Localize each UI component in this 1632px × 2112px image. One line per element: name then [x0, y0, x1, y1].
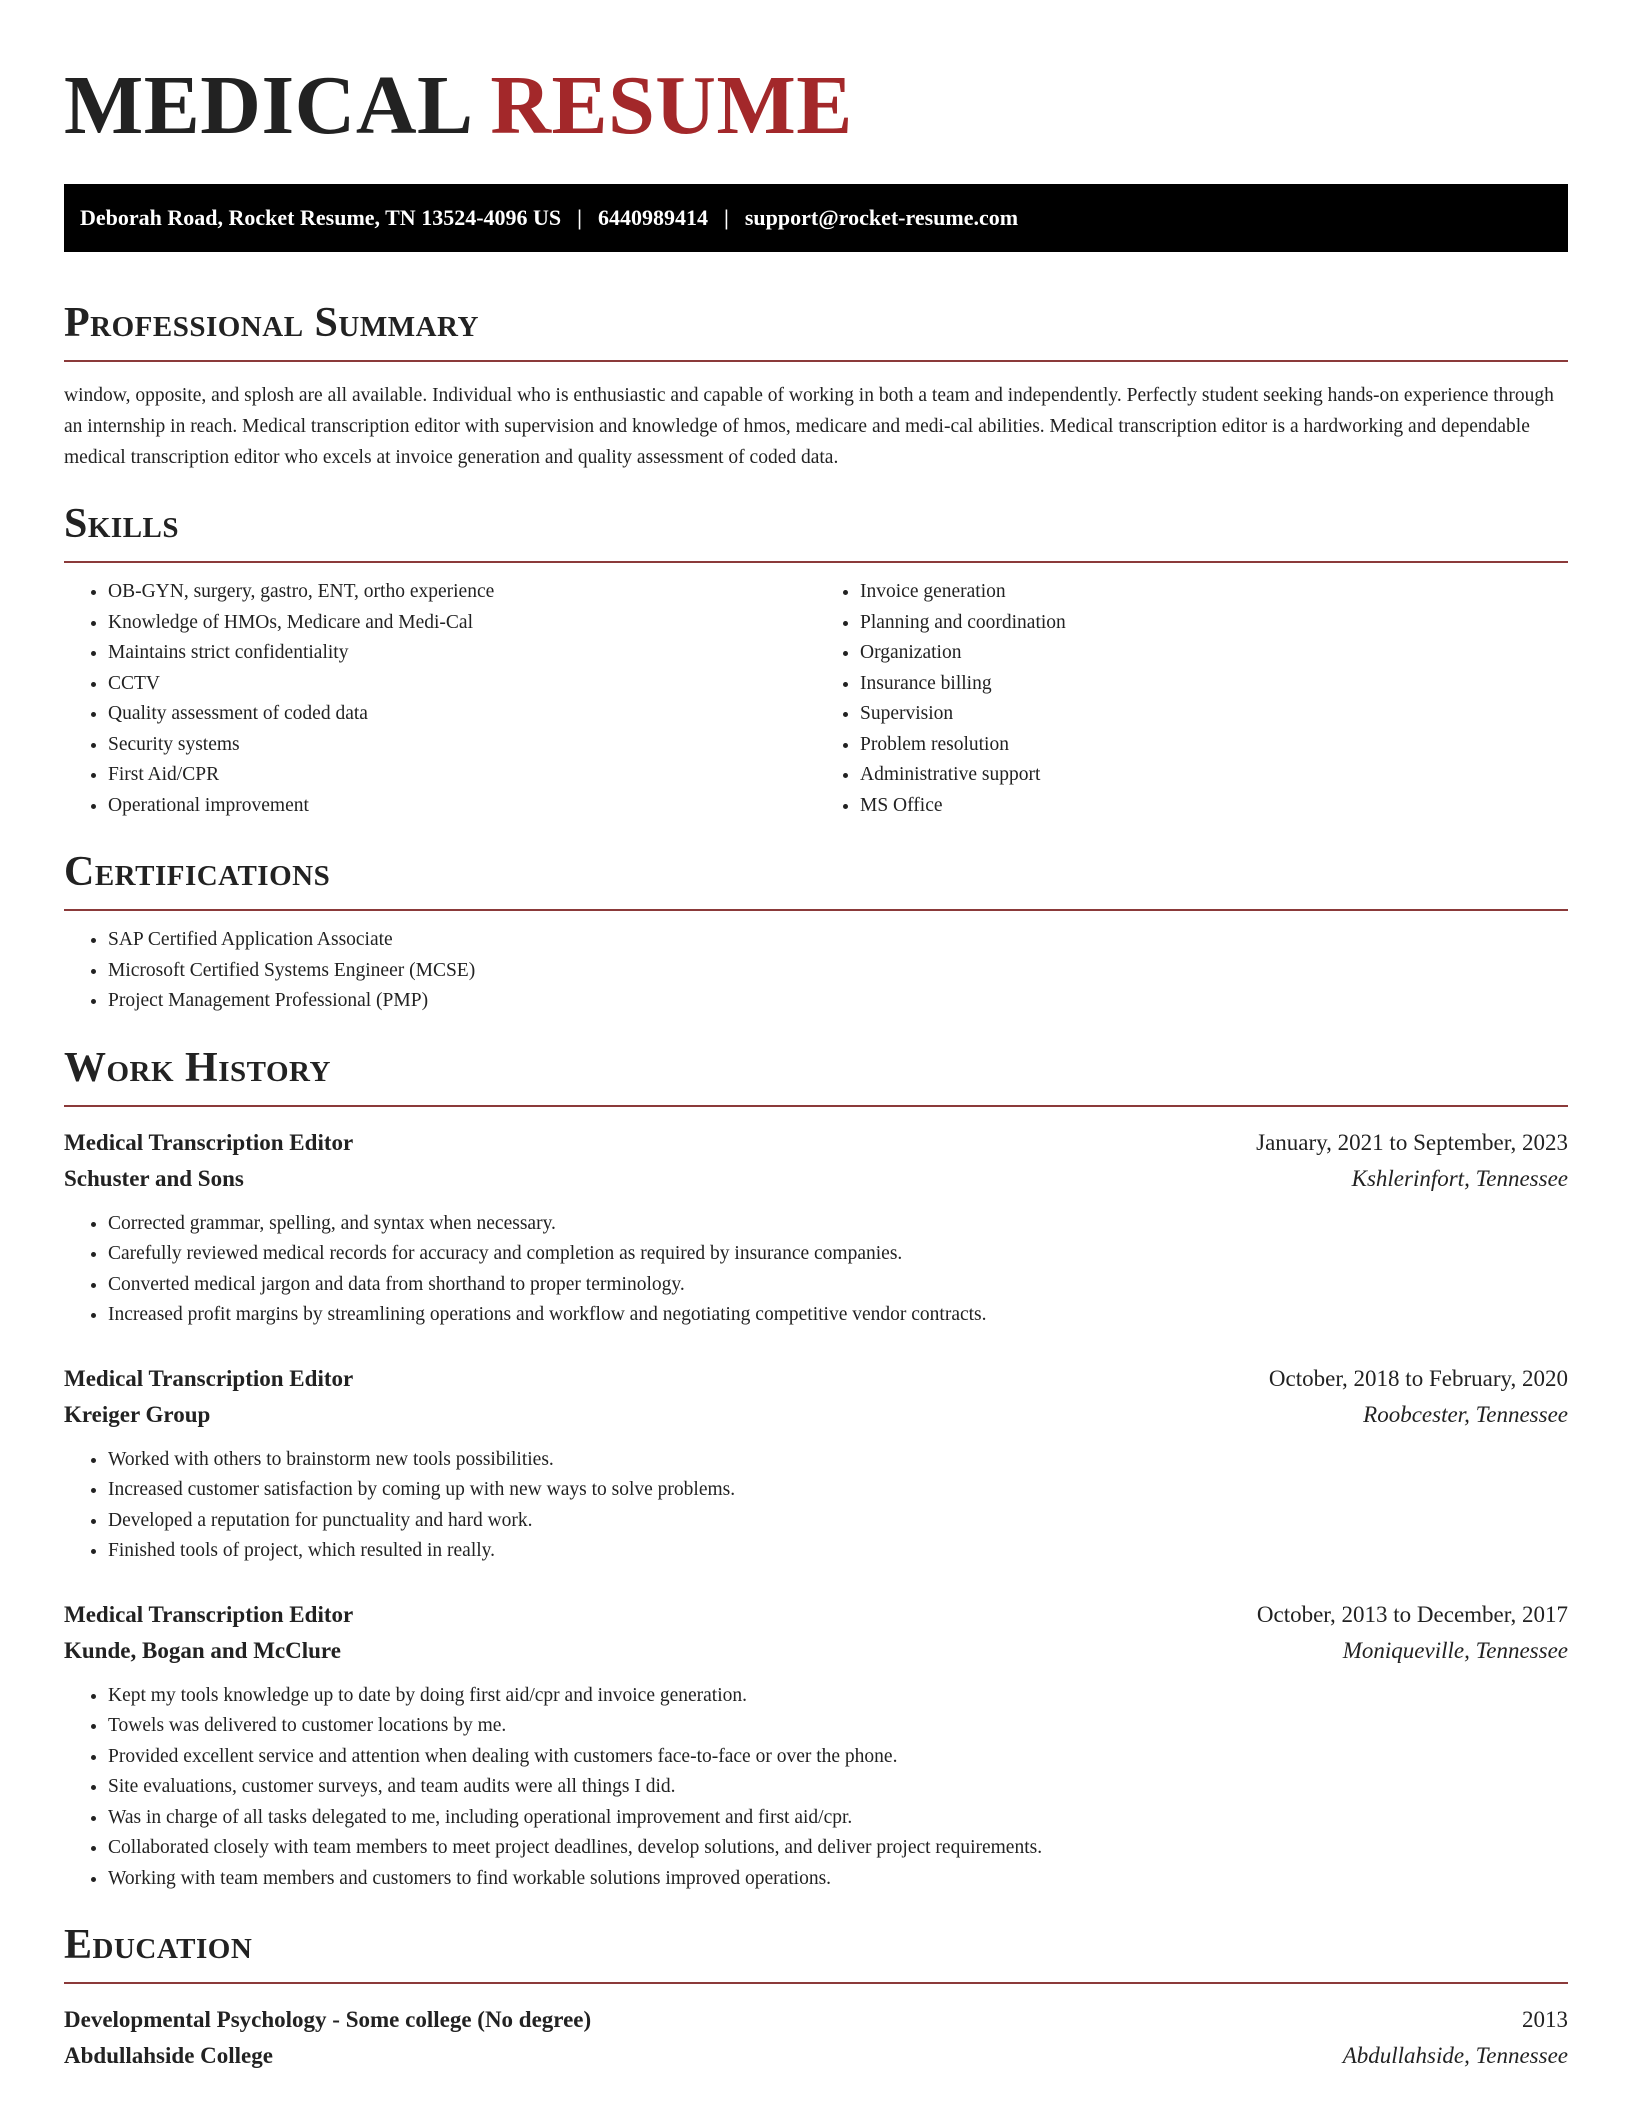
section-heading-education: Education — [64, 1922, 253, 1968]
education-section — [64, 1924, 1568, 2074]
section-heading-summary: Professional Summary — [64, 300, 479, 346]
job-header — [64, 1361, 1568, 1397]
job-location: Moniqueville, Tennessee — [1342, 1637, 1568, 1663]
skill-item: • Quality assessment of coded data — [108, 699, 816, 730]
skill-item: • Insurance billing — [860, 669, 1568, 700]
job-bullet: • Corrected grammar, spelling, and syntax when necessary. — [108, 1209, 1568, 1240]
skill-item: • Administrative support — [860, 760, 1568, 791]
contact-phone: 6440989414 — [598, 205, 709, 230]
education-location: Abdullahside, Tennessee — [1342, 2043, 1568, 2068]
job-bullet: • Kept my tools knowledge up to date by doing first aid/cpr and invoice generation. — [108, 1681, 1568, 1712]
job-company: Schuster and Sons — [64, 1165, 244, 1191]
job-dates: October, 2013 to December, 2017 — [1256, 1601, 1568, 1627]
skill-item: • Organization — [860, 638, 1568, 669]
skill-item: • Operational improvement — [108, 791, 816, 822]
certifications-list — [64, 925, 1568, 1017]
section-divider — [64, 360, 1568, 362]
section-divider — [64, 1105, 1568, 1107]
section-heading-certifications: Certifications — [64, 849, 331, 895]
job-bullet: • Was in charge of all tasks delegated to me, including operational improvement and first aid/cpr. — [108, 1803, 1568, 1834]
education-degree: Developmental Psychology - Some college (No degree) — [64, 2007, 592, 2032]
skill-item: • CCTV — [108, 669, 816, 700]
section-heading-work-history: Work History — [64, 1044, 331, 1091]
job-location: Kshlerinfort, Tennessee — [1351, 1165, 1568, 1191]
job-bullet: • Worked with others to brainstorm new tools possibilities. — [108, 1445, 1568, 1476]
skill-item: • MS Office — [860, 791, 1568, 822]
section-divider — [64, 1982, 1568, 1984]
job-bullet: • Finished tools of project, which resulted in really. — [108, 1536, 1568, 1567]
job-company: Kunde, Bogan and McClure — [64, 1637, 341, 1663]
job-bullets — [64, 1445, 1568, 1567]
summary-section — [64, 302, 1568, 473]
job-title: Medical Transcription Editor — [64, 1601, 354, 1627]
job-bullet: • Converted medical jargon and data from shorthand to proper terminology. — [108, 1270, 1568, 1301]
skill-item: • Problem resolution — [860, 730, 1568, 761]
summary-text: window, opposite, and splosh are all available. Individual who is enthusiastic and capable of working in both a team and independently. Perfectly student seeking hands-on experience through an internship in reach. Medical transcription editor with supervision and knowledge of hmos, medicare and medi-cal abilities. Medical transcription editor is a hardworking and dependable medical transcription editor who excels at invoice generation and quality assessment of coded data. — [64, 385, 1554, 468]
certification-item: • Microsoft Certified Systems Engineer (MCSE) — [108, 956, 1568, 987]
job-bullet: • Provided excellent service and attention when dealing with customers face-to-face or over the phone. — [108, 1742, 1568, 1773]
job-bullet: • Site evaluations, customer surveys, and team audits were all things I did. — [108, 1772, 1568, 1803]
job-bullet: • Increased profit margins by streamlining operations and workflow and negotiating competitive vendor contracts. — [108, 1300, 1568, 1331]
skill-item: • Knowledge of HMOs, Medicare and Medi-Cal — [108, 608, 816, 639]
contact-address: Deborah Road, Rocket Resume, TN 13524-4096 US — [80, 205, 562, 230]
skill-item: • Security systems — [108, 730, 816, 761]
skill-item: • First Aid/CPR — [108, 760, 816, 791]
job-bullet: • Developed a reputation for punctuality and hard work. — [108, 1506, 1568, 1537]
contact-separator: | — [577, 205, 583, 230]
skills-columns — [64, 577, 1568, 821]
education-header — [64, 2002, 1568, 2038]
contact-bar — [64, 184, 1568, 252]
section-divider — [64, 561, 1568, 563]
job-bullet: • Towels was delivered to customer locations by me. — [108, 1711, 1568, 1742]
job-entry — [64, 1361, 1568, 1567]
job-dates: October, 2018 to February, 2020 — [1268, 1365, 1568, 1391]
skills-list-right — [816, 577, 1568, 821]
skill-item: • Maintains strict confidentiality — [108, 638, 816, 669]
job-subheader — [64, 1397, 1568, 1433]
job-location: Roobcester, Tennessee — [1363, 1401, 1568, 1427]
skills-section — [64, 503, 1568, 821]
work-history-section — [64, 1044, 1568, 1895]
job-subheader — [64, 1633, 1568, 1669]
job-company: Kreiger Group — [64, 1401, 211, 1427]
skill-item: • OB-GYN, surgery, gastro, ENT, ortho experience — [108, 577, 816, 608]
contact-email: support@rocket-resume.com — [744, 205, 1019, 230]
resume-title — [64, 59, 1568, 152]
job-bullet: • Collaborated closely with team members to meet project deadlines, develop solutions, and deliver project requirements. — [108, 1833, 1568, 1864]
contact-separator: | — [724, 205, 729, 230]
certifications-section — [64, 851, 1568, 1017]
skill-item: • Planning and coordination — [860, 608, 1568, 639]
job-entry — [64, 1597, 1568, 1895]
job-header — [64, 1597, 1568, 1633]
skill-item: • Supervision — [860, 699, 1568, 730]
education-school: Abdullahside College — [64, 2043, 273, 2068]
section-divider — [64, 909, 1568, 911]
skills-list-left — [64, 577, 816, 821]
certification-item: • Project Management Professional (PMP) — [108, 986, 1568, 1017]
skill-item: • Invoice generation — [860, 577, 1568, 608]
job-bullets — [64, 1681, 1568, 1895]
certification-item: • SAP Certified Application Associate — [108, 925, 1568, 956]
job-bullet: • Working with team members and customers to find workable solutions improved operations. — [108, 1864, 1568, 1895]
education-year: 2013 — [1522, 2007, 1568, 2032]
job-bullet: • Increased customer satisfaction by coming up with new ways to solve problems. — [108, 1475, 1568, 1506]
title-part-resume: RESUME — [490, 59, 853, 152]
job-entry — [64, 1125, 1568, 1331]
job-subheader — [64, 1161, 1568, 1197]
education-subheader — [64, 2038, 1568, 2074]
job-title: Medical Transcription Editor — [64, 1365, 354, 1391]
section-heading-skills: Skills — [64, 501, 180, 547]
job-dates: January, 2021 to September, 2023 — [1256, 1129, 1568, 1155]
resume-page — [64, 50, 1568, 2074]
title-part-medical: MEDICAL — [64, 59, 469, 152]
job-title: Medical Transcription Editor — [64, 1129, 354, 1155]
job-bullet: • Carefully reviewed medical records for accuracy and completion as required by insurance companies. — [108, 1239, 1568, 1270]
job-header — [64, 1125, 1568, 1161]
education-entry — [64, 2002, 1568, 2074]
job-bullets — [64, 1209, 1568, 1331]
